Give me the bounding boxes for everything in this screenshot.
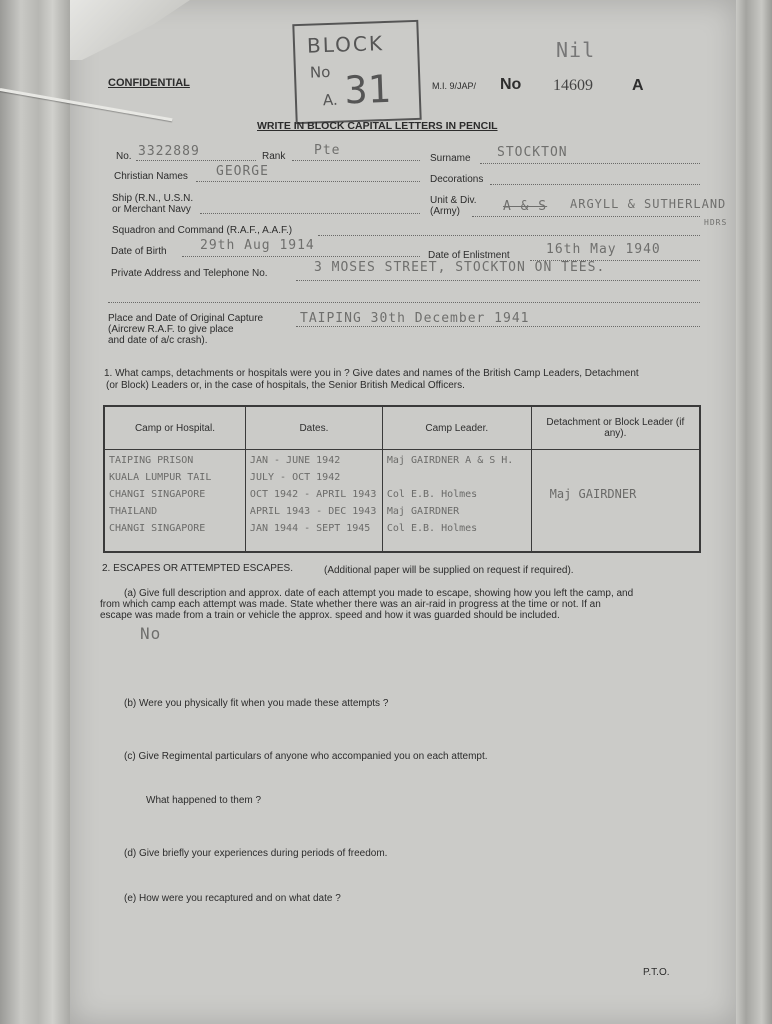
- ship-label-1: Ship (R.N., U.S.N.: [112, 193, 194, 204]
- q2d-text: (d) Give briefly your experiences during periods of freedom.: [124, 848, 388, 859]
- form-ref: M.I. 9/JAP/: [432, 81, 477, 91]
- enlistment-value: 16th May 1940: [546, 242, 661, 257]
- q1-text-1: 1. What camps, detachments or hospitals were you in ? Give dates and names of the British Camp Leaders, Detachment: [104, 368, 639, 379]
- stamp-line-1: BLOCK: [306, 31, 385, 58]
- camp-entry: CHANGI SINGAPORE: [109, 523, 206, 534]
- q1-text-2: (or Block) Leaders or, in the case of hospitals, the Senior British Medical Officers.: [106, 380, 465, 391]
- squadron-label: Squadron and Command (R.A.F., A.A.F.): [112, 225, 293, 236]
- col-dates-header: Dates.: [245, 406, 382, 450]
- q2a-answer: No: [140, 624, 162, 643]
- capture-label-3: and date of a/c crash).: [108, 335, 208, 346]
- surname-label: Surname: [430, 153, 471, 164]
- q2e-text: (e) How were you recaptured and on what date ?: [124, 893, 341, 904]
- dates-entry: JAN 1944 - SEPT 1945: [249, 523, 371, 534]
- unit-label-2: (Army): [430, 206, 460, 217]
- address-value: 3 MOSES STREET, STOCKTON ON TEES.: [314, 260, 606, 275]
- dob-value: 29th Aug 1914: [200, 238, 315, 253]
- camps-table-header: [104, 406, 700, 450]
- paper-stack-left: [0, 0, 70, 1024]
- capture-label-2: (Aircrew R.A.F. to give place: [108, 324, 234, 335]
- camp-column: [104, 450, 245, 553]
- detachment-entry: [536, 452, 695, 469]
- unit-value: ARGYLL & SUTHERLAND: [570, 197, 727, 211]
- q2c-text: (c) Give Regimental particulars of anyone who accompanied you on each attempt.: [124, 751, 488, 762]
- ship-label-2: or Merchant Navy: [112, 204, 191, 215]
- stamp-line-2: No: [309, 62, 331, 82]
- unit-value-2: HDRS: [704, 218, 728, 227]
- capture-value: TAIPING 30th December 1941: [300, 311, 530, 326]
- camp-entry: TAIPING PRISON: [109, 455, 194, 466]
- enlistment-label: Date of Enlistment: [428, 250, 510, 261]
- camps-table: [103, 405, 701, 553]
- camps-table-body: [104, 450, 700, 553]
- leader-entry: Col E.B. Holmes: [386, 523, 478, 534]
- no-field-label: No.: [116, 151, 132, 162]
- serial-number: 14609: [553, 77, 593, 94]
- leader-entry: Col E.B. Holmes: [386, 489, 478, 500]
- dates-entry: JULY - OCT 1942: [249, 472, 341, 483]
- q2a-text-1: (a) Give full description and approx. date of each attempt you made to escape, showing how you left the camp, and: [124, 588, 634, 599]
- unit-label-1: Unit & Div.: [430, 195, 477, 206]
- col-detachment-header: Detachment or Block Leader (if any).: [531, 406, 700, 450]
- col-leader-header: Camp Leader.: [382, 406, 531, 450]
- q2-title: 2. ESCAPES OR ATTEMPTED ESCAPES.: [102, 563, 293, 574]
- camp-entry: KUALA LUMPUR TAIL: [109, 472, 212, 483]
- q2c-sub-text: What happened to them ?: [146, 795, 262, 806]
- nil-annotation: Nil: [556, 38, 596, 62]
- instruction-heading: WRITE IN BLOCK CAPITAL LETTERS IN PENCIL: [257, 120, 498, 132]
- capture-label-1: Place and Date of Original Capture: [108, 313, 264, 324]
- detachment-entry: [536, 469, 695, 486]
- dates-entry: APRIL 1943 - DEC 1943: [249, 506, 377, 517]
- confidential-label: CONFIDENTIAL: [108, 77, 190, 89]
- stamp-number: 31: [343, 66, 392, 113]
- no-label: No: [500, 76, 522, 93]
- leader-entry: Maj GAIRDNER: [386, 506, 460, 517]
- detachment-entry: Maj GAIRDNER: [549, 487, 637, 501]
- decorations-label: Decorations: [430, 174, 484, 185]
- dob-label: Date of Birth: [111, 246, 167, 257]
- rank-value: Pte: [314, 143, 341, 158]
- leader-entry: [387, 469, 527, 486]
- no-field-value: 3322889: [138, 144, 200, 159]
- serial-suffix: A: [632, 77, 644, 94]
- leader-entry: Maj GAIRDNER A & S H.: [386, 455, 514, 466]
- q2b-text: (b) Were you physically fit when you made these attempts ?: [124, 698, 389, 709]
- detachment-column: [531, 450, 700, 553]
- rank-label: Rank: [262, 151, 286, 162]
- camp-entry: THAILAND: [109, 506, 158, 517]
- camp-entry: CHANGI SINGAPORE: [109, 489, 206, 500]
- block-stamp: [292, 20, 421, 124]
- col-camp-header: Camp or Hospital.: [104, 406, 245, 450]
- address-label: Private Address and Telephone No.: [111, 268, 268, 279]
- dates-column: [245, 450, 382, 553]
- q2a-text-3: escape was made from a train or vehicle the approx. speed and how it was guarded should be included.: [100, 610, 560, 621]
- christian-names-label: Christian Names: [114, 171, 188, 182]
- q2-note: (Additional paper will be supplied on request if required).: [324, 565, 574, 576]
- christian-names-value: GEORGE: [216, 164, 269, 179]
- unit-value-struck: A & S: [503, 199, 548, 214]
- surname-value: STOCKTON: [497, 145, 568, 160]
- dates-entry: JAN - JUNE 1942: [249, 455, 341, 466]
- dates-entry: OCT 1942 - APRIL 1943: [249, 489, 377, 500]
- pto-label: P.T.O.: [643, 967, 670, 978]
- leader-column: [382, 450, 531, 553]
- stamp-line-3: A.: [322, 90, 339, 110]
- detachment-entry: [536, 503, 695, 520]
- detachment-entry: [536, 520, 695, 537]
- q2a-text-2: from which camp each attempt was made. State whether there was an air-raid in progress at the time or not. If an: [100, 599, 601, 610]
